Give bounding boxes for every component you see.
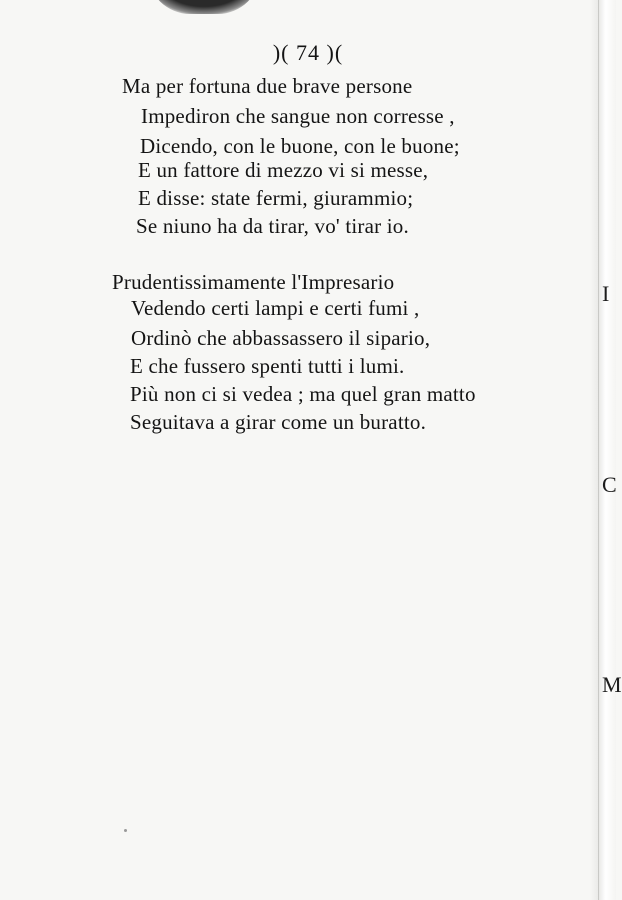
verse-line: Vedendo certi lampi e certi fumi , — [131, 296, 420, 320]
verse-line: E un fattore di mezzo vi si messe, — [138, 158, 429, 182]
verse-line: E disse: state fermi, giurammio; — [138, 186, 414, 210]
page-gutter-line — [598, 0, 599, 900]
edge-letter-fragment: C — [602, 472, 617, 497]
verse-line: Dicendo, con le buone, con le buone; — [140, 134, 460, 158]
verse-line: Ordinò che abbassassero il sipario, — [131, 326, 431, 350]
page-number: )( 74 )( — [272, 40, 344, 65]
ink-blot — [148, 0, 260, 14]
adjacent-page-edge — [590, 0, 622, 900]
edge-letter-fragment: M — [602, 672, 622, 697]
verse-line: Seguitava a girar come un buratto. — [130, 410, 427, 434]
verse-line: Prudentissimamente l'Impresario — [112, 270, 395, 294]
paper-speck — [124, 829, 127, 832]
verse-line: E che fussero spenti tutti i lumi. — [130, 354, 405, 378]
verse-line: Più non ci si vedea ; ma quel gran matto — [130, 382, 476, 406]
edge-letter-fragment: I — [602, 281, 610, 306]
verse-line: Impediron che sangue non corresse , — [141, 104, 455, 128]
verse-line: Se niuno ha da tirar, vo' tirar io. — [136, 214, 409, 238]
verse-line: Ma per fortuna due brave persone — [122, 74, 413, 98]
